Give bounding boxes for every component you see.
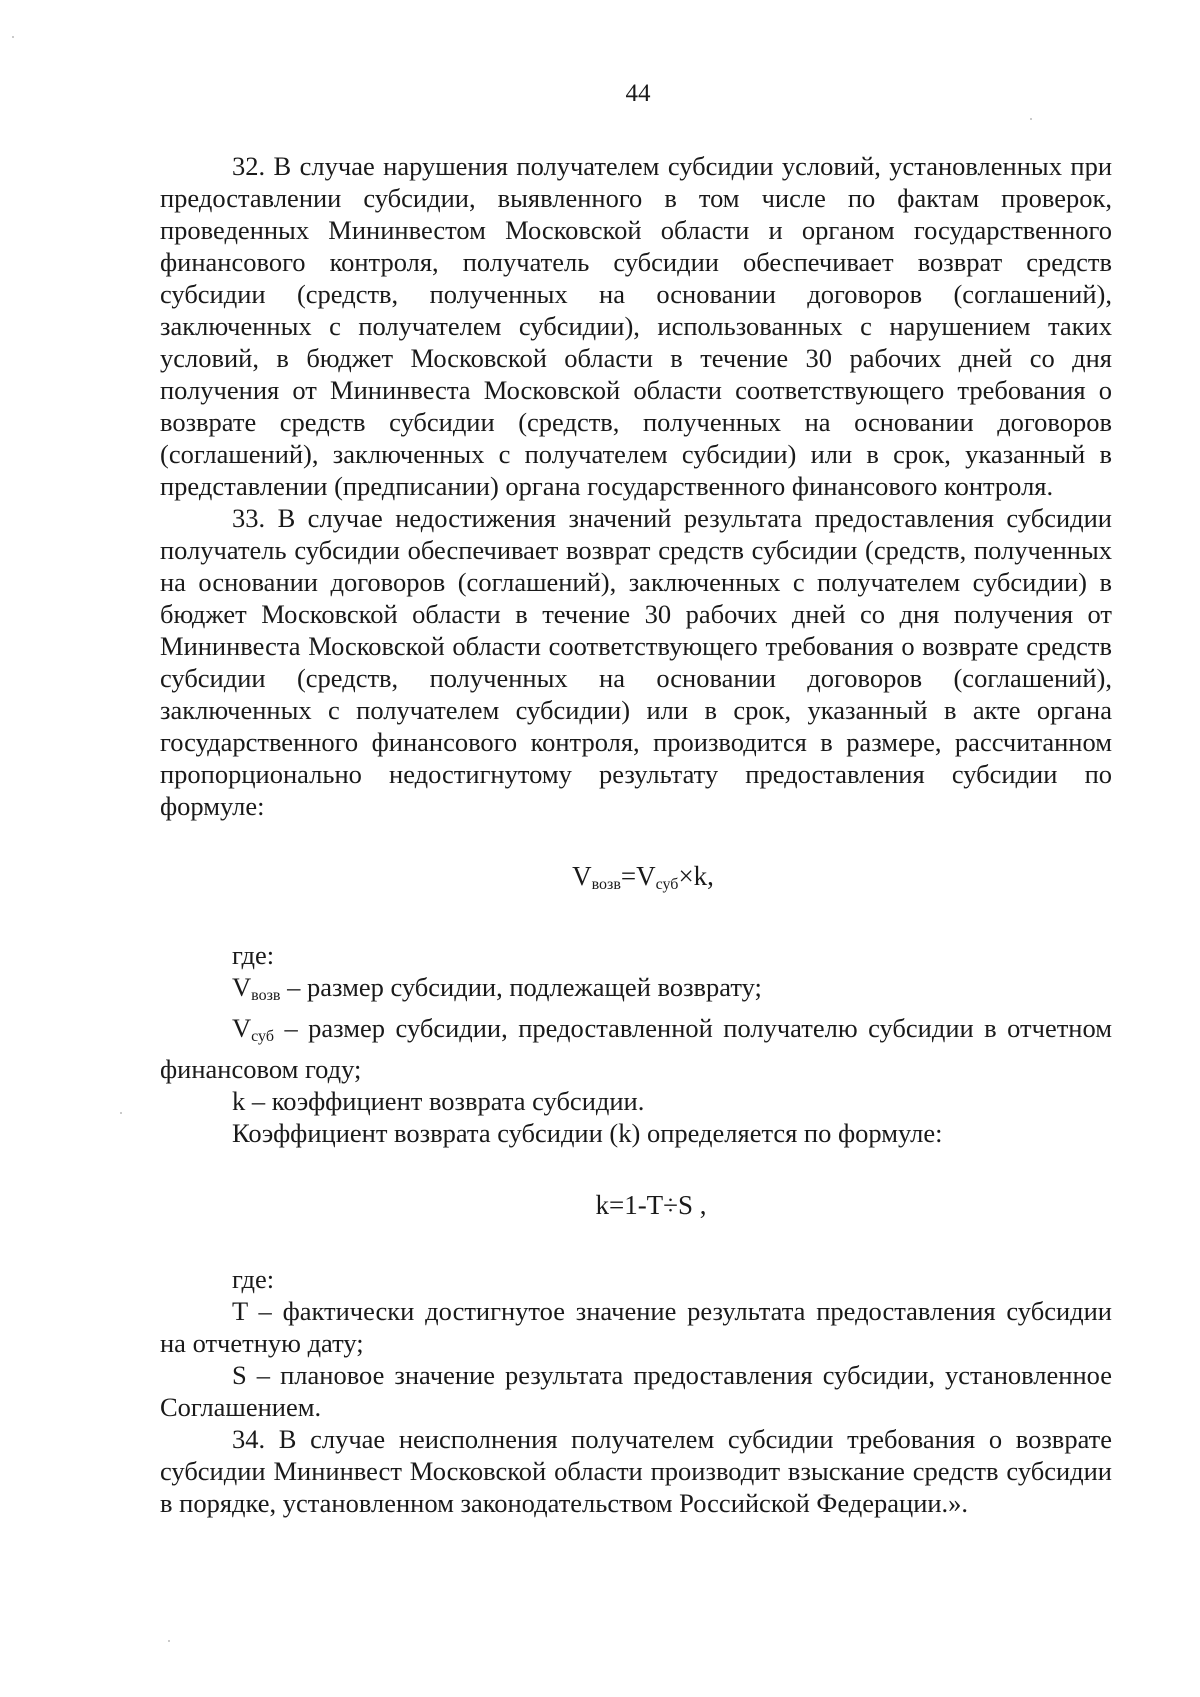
- formula-subscript-vozv: возв: [591, 876, 621, 893]
- formula-v-symbol: V: [572, 861, 592, 891]
- where-label: где:: [232, 940, 275, 970]
- definition-v-sub: [160, 1012, 1112, 1085]
- definition-t: T – фактически достигнутое значение результата предоставления субсидии на отчетную дату;: [160, 1296, 1112, 1358]
- scan-speck: [1030, 118, 1032, 120]
- definition-v-vozv: [160, 971, 1112, 1012]
- paragraph-33: 33. В случае недостижения значений результата предоставления субсидии получатель субсидии обеспечивает возврат средств субсидии (средств, полученных на основании договоров (соглашений), заключенных с получателем субсидии) в бюджет Московской области в течение 30 рабочих дней со дня получения от Мининвеста Московской области соответствующего требования о возврате средств субсидии (средств, полученных на основании договоров (соглашений), заключенных с получателем субсидии) или в срок, указанный в акте органа государственного финансового контроля, производится в размере, рассчитанном пропорционально недостигнутому результату предоставления субсидии по формуле:: [160, 503, 1112, 821]
- def-v-vozv-text: – размер субсидии, подлежащей возврату;: [280, 972, 762, 1002]
- paragraph-32: 32. В случае нарушения получателем субсидии условий, установленных при предоставлении субсидии, выявленного в том числе по фактам проверок, проведенных Мининвестом Московской области и органом государственного финансового контроля, получатель субсидии обеспечивает возврат средств субсидии (средств, полученных на основании договоров (соглашений), заключенных с получателем субсидии), использованных с нарушением таких условий, в бюджет Московской области в течение 30 рабочих дней со дня получения от Мининвеста Московской области соответствующего требования о возврате средств субсидии (средств, полученных на основании договоров (соглашений), заключенных с получателем субсидии) или в срок, указанный в представлении (предписании) органа государственного финансового контроля.: [160, 151, 1112, 501]
- def-subscript-vozv: возв: [251, 987, 281, 1004]
- def-v-sub-text: – размер субсидии, предоставленной получателю субсидии в отчетном финансовом году;: [160, 1013, 1112, 1084]
- scan-speck: [12, 36, 14, 38]
- formula-equals: =: [620, 861, 637, 891]
- k-intro: Коэффициент возврата субсидии (k) определяется по формуле:: [232, 1118, 943, 1148]
- scan-speck: [120, 1112, 122, 1114]
- definition-k: k – коэффициент возврата субсидии.: [232, 1086, 645, 1116]
- formula-v-vozv: [160, 860, 1112, 901]
- formula-tail: ×k,: [678, 861, 714, 891]
- formula-k: k=1-T÷S ,: [595, 1190, 707, 1220]
- def-v-symbol-2: V: [232, 1013, 252, 1043]
- document-body: [160, 150, 1112, 1519]
- formula-v-symbol-2: V: [636, 861, 656, 891]
- page-number: 44: [625, 80, 651, 107]
- paragraph-34: 34. В случае неисполнения получателем субсидии требования о возврате субсидии Мининвест Московской области производит взыскание средств субсидии в порядке, установленном законодательством Российской Федерации.».: [160, 1424, 1112, 1518]
- definition-s: S – плановое значение результата предоставления субсидии, установленное Соглашением.: [160, 1360, 1112, 1422]
- where-label-2: где:: [232, 1264, 275, 1294]
- formula-subscript-sub: суб: [655, 876, 679, 893]
- scan-speck: [168, 1640, 170, 1642]
- def-subscript-sub: суб: [251, 1028, 274, 1045]
- def-v-symbol: V: [232, 972, 252, 1002]
